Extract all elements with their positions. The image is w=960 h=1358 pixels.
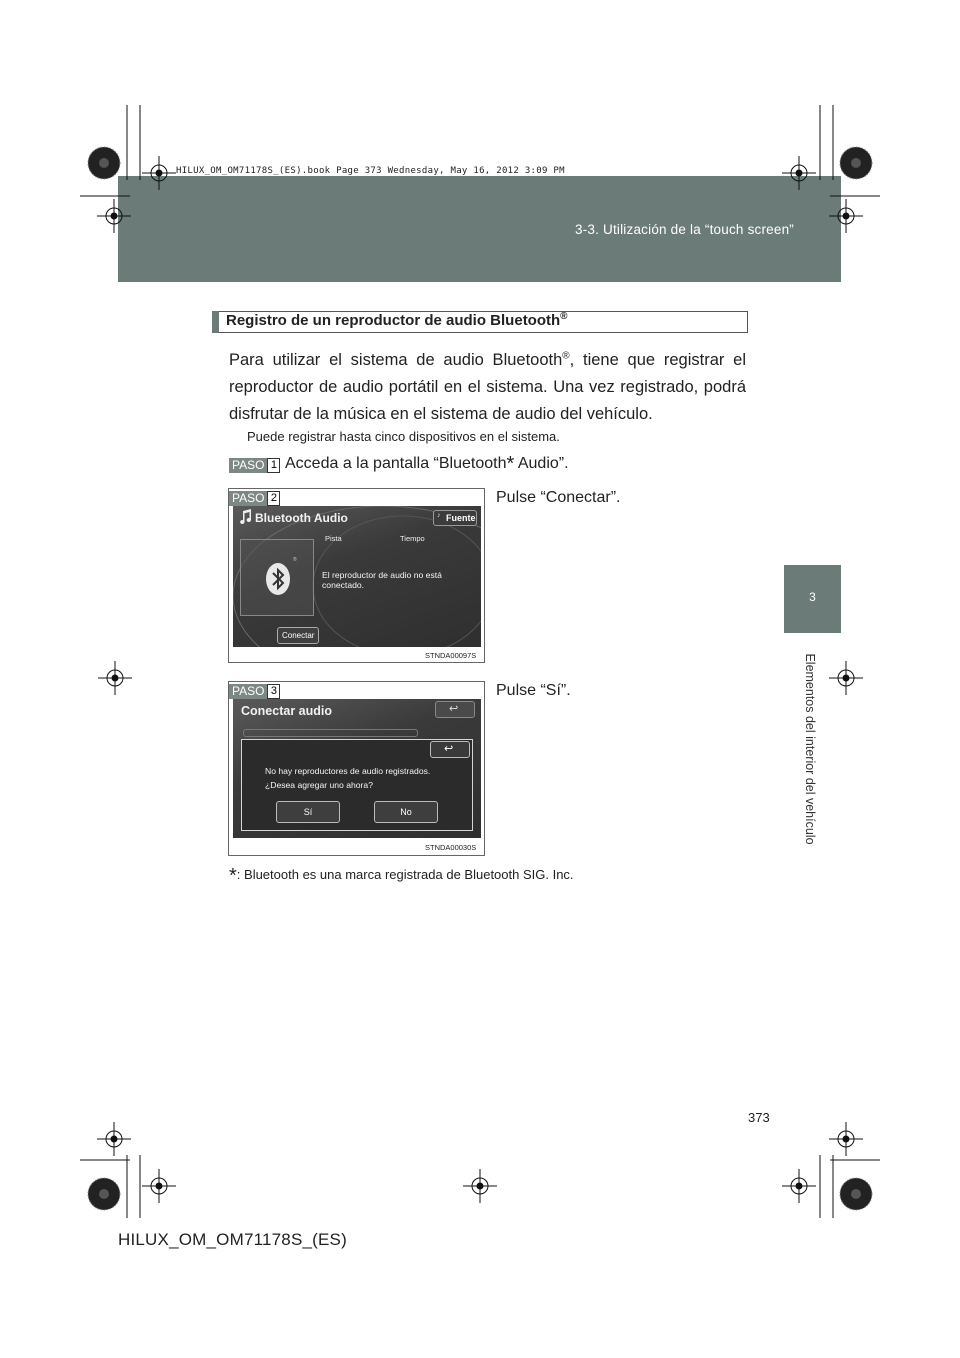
time-label: Tiempo xyxy=(400,534,425,543)
section-heading-text: Registro de un reproductor de audio Bluetooth xyxy=(226,312,561,329)
back-icon: ↩ xyxy=(444,743,454,755)
crosshair-mark xyxy=(782,156,816,190)
source-icon: ♪ xyxy=(437,512,441,519)
section-title: 3-3. Utilización de la “touch screen” xyxy=(575,222,794,237)
crosshair-mark xyxy=(782,1169,816,1203)
crosshair-mark xyxy=(829,1122,863,1156)
step-2-text: Pulse “Conectar”. xyxy=(496,489,621,506)
no-button-label: No xyxy=(400,807,412,817)
note-text: Puede registrar hasta cinco dispositivos en el sistema. xyxy=(247,429,560,444)
step-number: 1 xyxy=(267,458,280,473)
screen-title: Conectar audio xyxy=(241,704,332,718)
intro-part1: Para utilizar el sistema de audio Bluetooth xyxy=(229,351,563,369)
chapter-number: 3 xyxy=(809,590,816,604)
registered-mark: ® xyxy=(560,311,568,322)
screen-title: Bluetooth Audio xyxy=(255,511,348,525)
crosshair-mark xyxy=(829,199,863,233)
step-3-text: Pulse “Sí”. xyxy=(496,682,571,699)
step-1-text-b: Audio”. xyxy=(514,455,569,472)
track-label: Pista xyxy=(325,534,342,543)
step-number: 3 xyxy=(267,684,280,699)
dialog-message-line1: No hay reproductores de audio registrados. xyxy=(265,766,431,776)
intro-registered-mark: ® xyxy=(562,350,570,362)
yes-button-label: Sí xyxy=(303,807,313,817)
intro-part2: , tiene que registrar el reproductor de audio portátil en el sistema. Una vez registrado, podrá disfrutar de la música en el sistema de audio del vehículo. xyxy=(229,351,746,423)
image-code-2: STNDA00030S xyxy=(425,843,477,852)
starburst-mark xyxy=(87,1177,121,1211)
crosshair-mark xyxy=(142,1169,176,1203)
crosshair-mark xyxy=(829,661,863,695)
starburst-mark xyxy=(839,146,873,180)
crosshair-mark xyxy=(97,199,131,233)
source-button-label: Fuente xyxy=(446,513,476,523)
paso-label: PASO xyxy=(229,684,267,699)
crosshair-mark xyxy=(97,1122,131,1156)
asterisk: * xyxy=(506,453,515,475)
crosshair-mark xyxy=(142,156,176,190)
crosshair-mark xyxy=(463,1169,497,1203)
footnote-text: : Bluetooth es una marca registrada de Bluetooth SIG. Inc. xyxy=(236,867,574,882)
step-1-text-a: Acceda a la pantalla “Bluetooth xyxy=(285,455,507,472)
chapter-label: Elementos del interior del vehículo xyxy=(803,653,817,845)
registered-mark: ® xyxy=(293,557,297,563)
page-number: 373 xyxy=(748,1110,770,1125)
book-meta-stamp: HILUX_OM_OM71178S_(ES).book Page 373 Wednesday, May 16, 2012 3:09 PM xyxy=(176,166,565,176)
paso-label: PASO xyxy=(229,491,267,506)
step-number: 2 xyxy=(267,491,280,506)
starburst-mark xyxy=(839,1177,873,1211)
document-code: HILUX_OM_OM71178S_(ES) xyxy=(118,1230,347,1249)
image-code-1: STNDA00097S xyxy=(425,651,477,660)
connect-button-label: Conectar xyxy=(282,631,315,640)
paso-label: PASO xyxy=(229,458,267,473)
not-connected-message: El reproductor de audio no está conectado. xyxy=(322,570,442,590)
footnote-asterisk: * xyxy=(229,865,237,887)
back-icon: ↩ xyxy=(449,703,459,715)
dialog-message-line2: ¿Desea agregar uno ahora? xyxy=(265,780,373,790)
starburst-mark xyxy=(87,146,121,180)
crosshair-mark xyxy=(98,661,132,695)
